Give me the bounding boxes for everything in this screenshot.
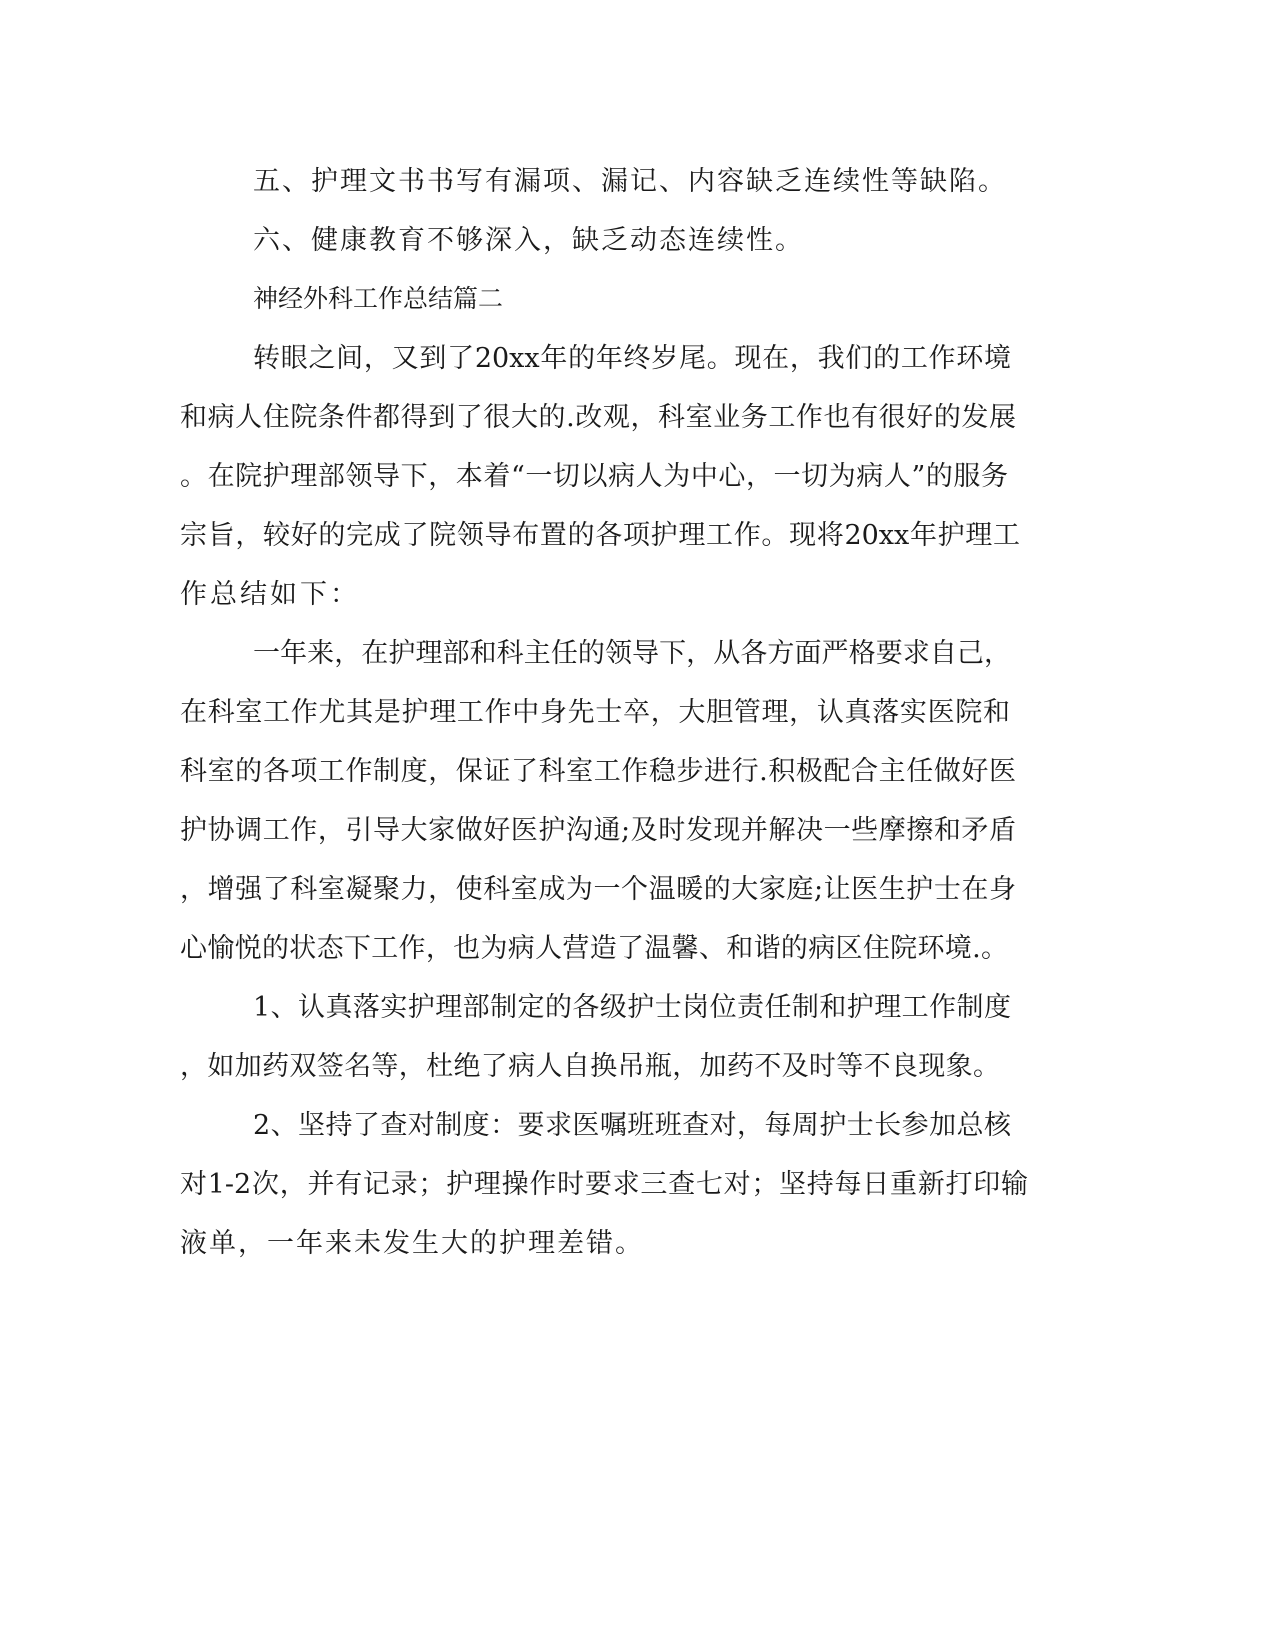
paragraph-line: 心愉悦的状态下工作，也为病人营造了温馨、和谐的病区住院环境.。 <box>180 933 1008 964</box>
paragraph-line: 宗旨，较好的完成了院领导布置的各项护理工作。现将20xx年护理工 <box>180 520 1020 551</box>
paragraph-line: 护协调工作，引导大家做好医护沟通;及时发现并解决一些摩擦和矛盾 <box>180 815 1016 846</box>
paragraph-line: 六、健康教育不够深入，缺乏动态连续性。 <box>253 225 804 256</box>
paragraph-line: 作总结如下： <box>180 579 360 610</box>
paragraph-line: 五、护理文书书写有漏项、漏记、内容缺乏连续性等缺陷。 <box>253 166 1007 197</box>
section-heading: 神经外科工作总结篇二 <box>253 284 504 313</box>
paragraph-line: 液单，一年来未发生大的护理差错。 <box>180 1228 644 1259</box>
paragraph-line: 。在院护理部领导下，本着“一切以病人为中心，一切为病人”的服务 <box>180 461 1008 492</box>
paragraph-line: 对1-2次，并有记录；护理操作时要求三查七对；坚持每日重新打印输 <box>180 1169 1028 1200</box>
paragraph-line: 一年来，在护理部和科主任的领导下，从各方面严格要求自己， <box>253 638 1011 669</box>
paragraph-line: ，如加药双签名等，杜绝了病人自换吊瓶，加药不及时等不良现象。 <box>180 1051 1000 1082</box>
paragraph-line: 科室的各项工作制度，保证了科室工作稳步进行.积极配合主任做好医 <box>180 756 1016 787</box>
paragraph-line: 1、认真落实护理部制定的各级护士岗位责任制和护理工作制度 <box>253 992 1011 1023</box>
paragraph-line: 和病人住院条件都得到了很大的.改观，科室业务工作也有很好的发展 <box>180 402 1016 433</box>
paragraph-line: 转眼之间，又到了20xx年的年终岁尾。现在，我们的工作环境 <box>253 343 1011 374</box>
paragraph-line: 在科室工作尤其是护理工作中身先士卒，大胆管理，认真落实医院和 <box>180 697 1010 728</box>
paragraph-line: 2、坚持了查对制度：要求医嘱班班查对，每周护士长参加总核 <box>253 1110 1011 1141</box>
paragraph-line: ，增强了科室凝聚力，使科室成为一个温暖的大家庭;让医生护士在身 <box>180 874 1016 905</box>
